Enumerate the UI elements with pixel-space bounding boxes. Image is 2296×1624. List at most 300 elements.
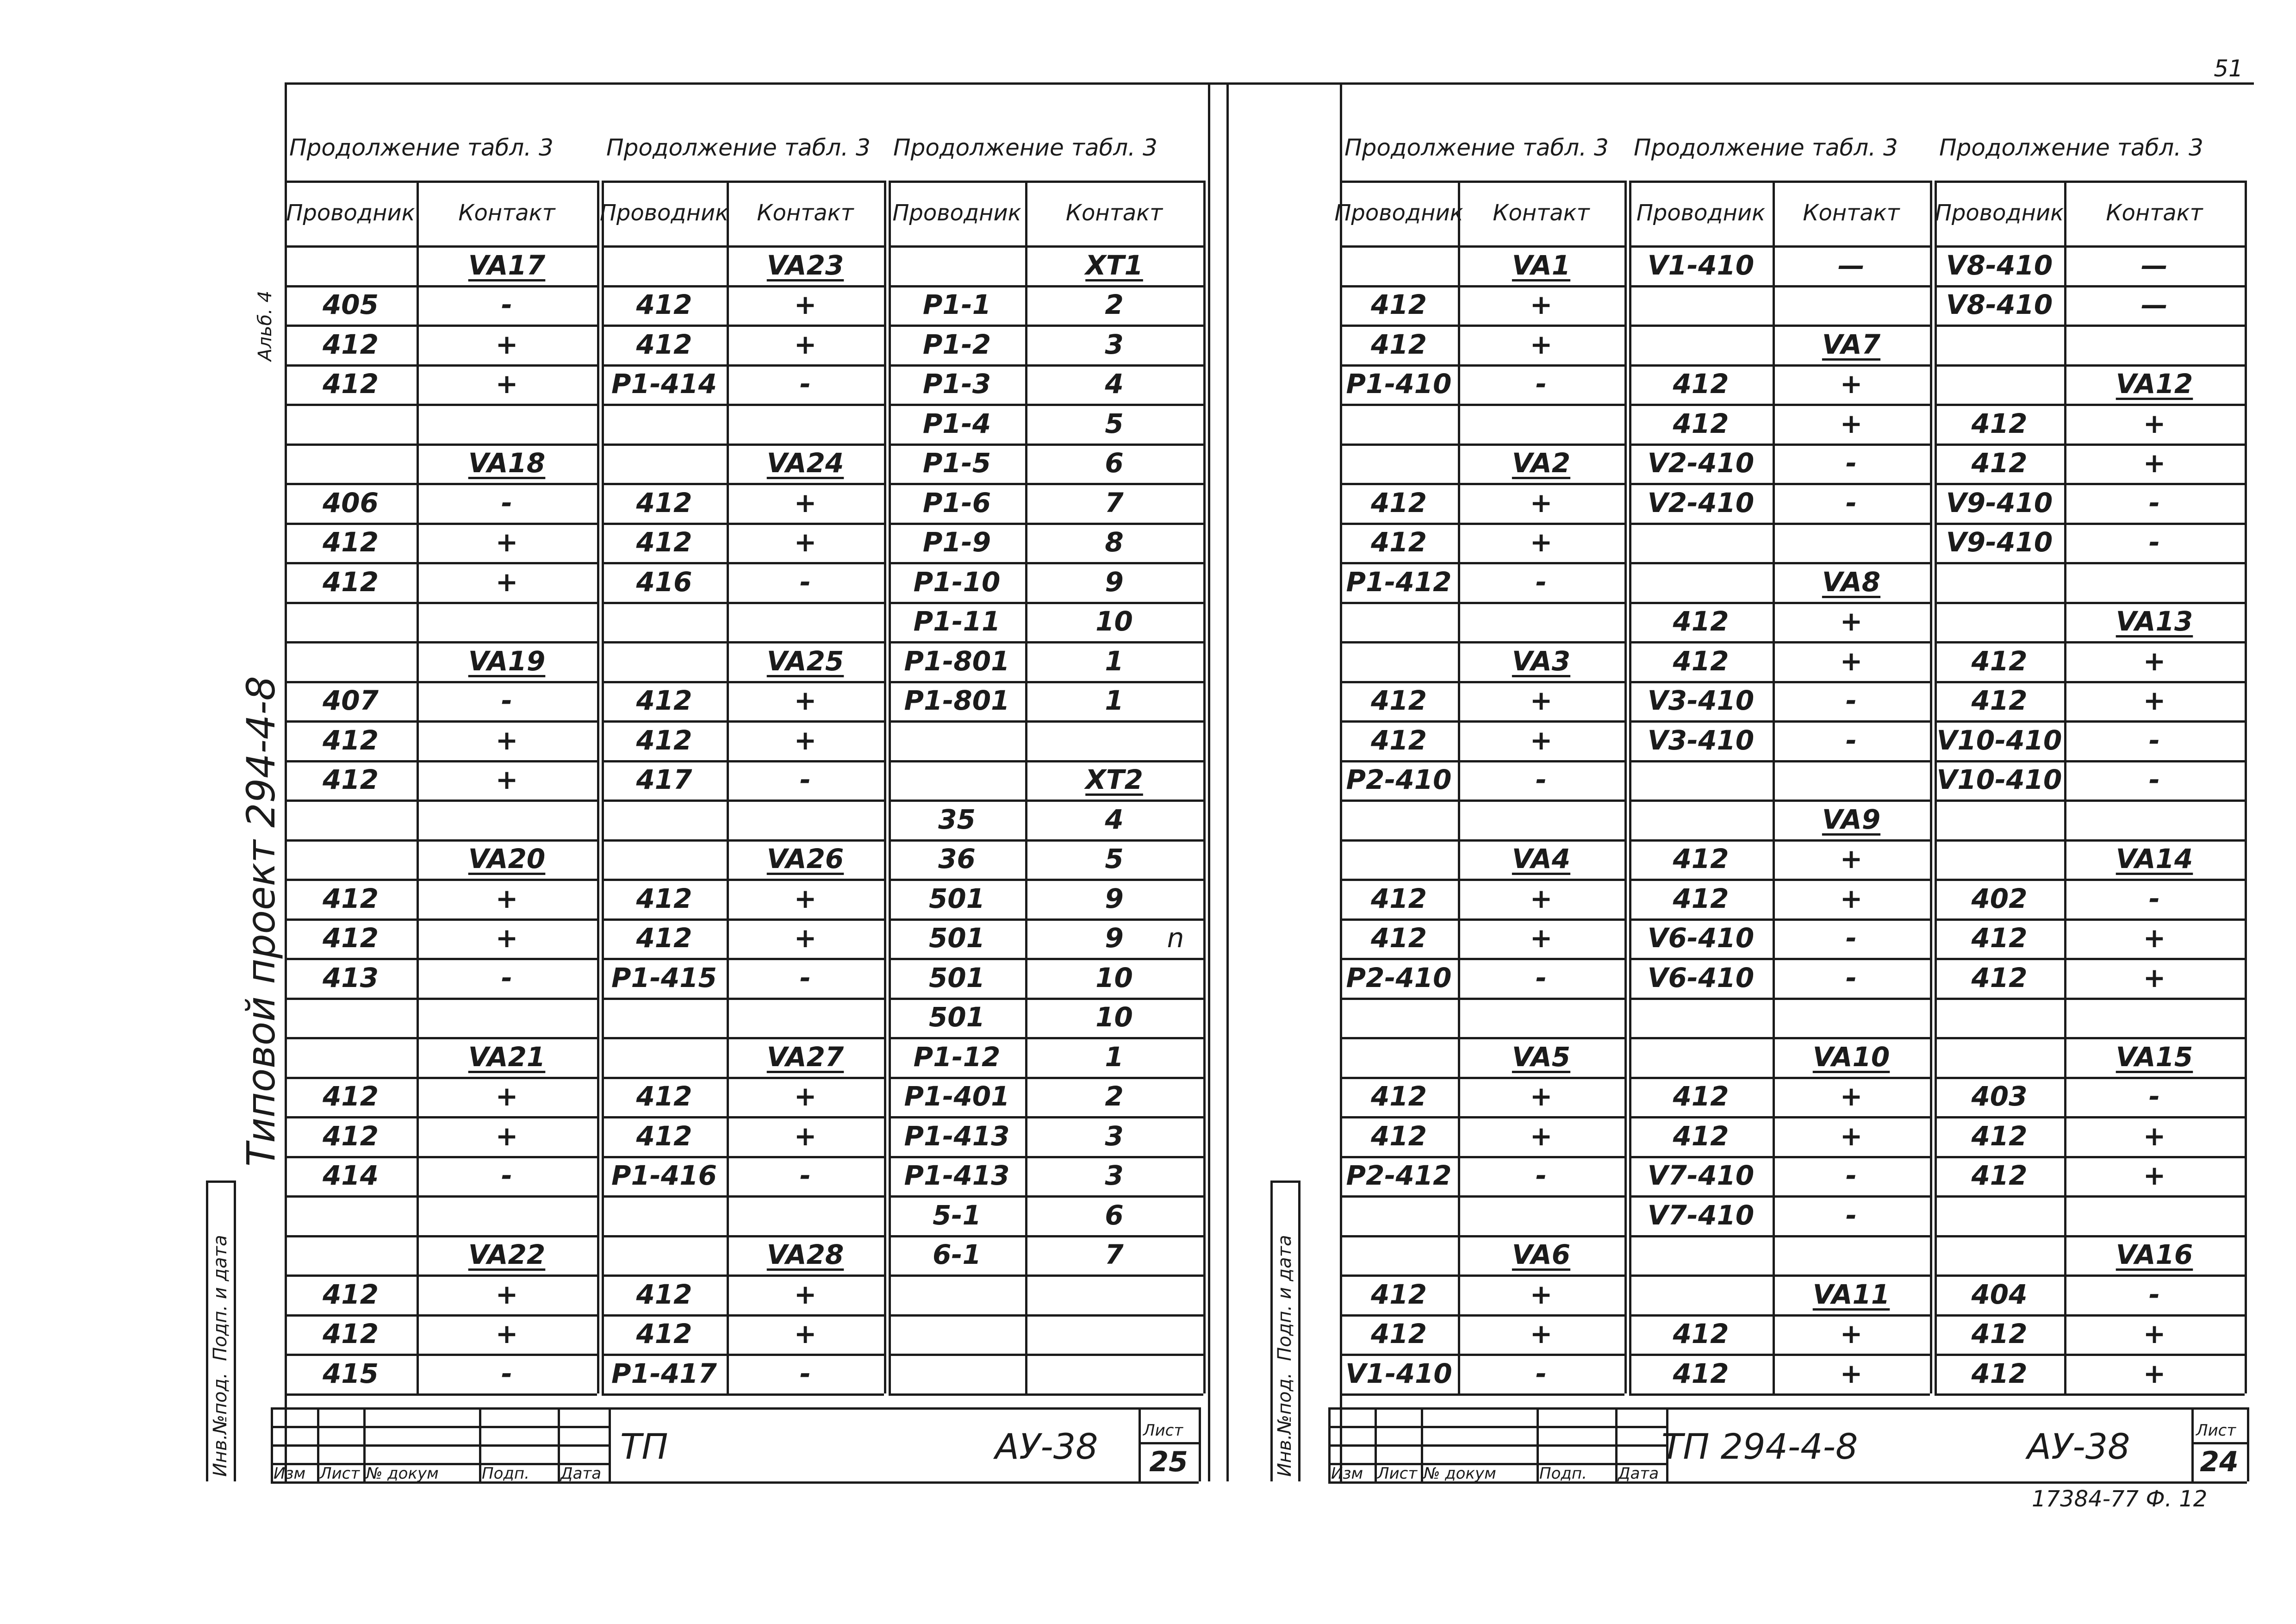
conductor-cell [1935, 1037, 2064, 1077]
conductor-cell [1629, 1235, 1773, 1275]
conductor-cell [285, 1195, 417, 1235]
conductor-cell: V8-410 [1946, 289, 2053, 321]
conductor-cell [285, 443, 417, 483]
device-label: VA14 [2116, 843, 2193, 875]
table-heading: Продолжение табл. 3 [893, 134, 1157, 161]
column-header-conductor: Проводник [1334, 200, 1463, 226]
device-label: VA20 [468, 843, 546, 875]
conductor-cell [1935, 1235, 2064, 1275]
conductor-cell [1935, 800, 2064, 839]
conductor-cell: V2-410 [1647, 447, 1755, 479]
conductor-cell [1935, 998, 2064, 1037]
conductor-cell [1340, 404, 1458, 443]
conductor-cell: 412 [322, 882, 379, 914]
conductor-cell [889, 1354, 1025, 1393]
conductor-cell: 412 [322, 1081, 379, 1112]
contact-cell: 2 [1105, 1081, 1124, 1112]
contact-cell: + [495, 526, 518, 558]
contact-cell: - [2148, 526, 2160, 558]
table-heading: Продолжение табл. 3 [289, 134, 554, 161]
conductor-cell: V9-410 [1946, 487, 2053, 518]
conductor-cell: 412 [322, 922, 379, 954]
contact-cell: + [1840, 882, 1863, 914]
conductor-cell: 5-1 [933, 1199, 981, 1231]
side-stamp-border [234, 1181, 236, 1481]
conductor-cell [1340, 641, 1458, 681]
contact-cell: - [1845, 922, 1857, 954]
contact-cell: 3 [1105, 328, 1124, 360]
column-header-contact: Контакт [1803, 200, 1900, 226]
column-header-conductor: Проводник [1935, 200, 2064, 226]
drawing-code: АУ-38 [2027, 1426, 2130, 1467]
contact-cell: 5 [1105, 843, 1124, 875]
conductor-cell [285, 245, 417, 285]
contact-cell: 4 [1105, 803, 1124, 835]
contact-cell: - [1845, 1199, 1857, 1231]
conductor-cell [1340, 1195, 1458, 1235]
contact-cell: - [1845, 962, 1857, 993]
contact-cell: — [1838, 249, 1865, 281]
contact-cell: 7 [1105, 487, 1124, 518]
device-label: VA22 [468, 1239, 546, 1271]
conductor-cell [1935, 364, 2064, 404]
title-block-column-label: Лист [320, 1464, 360, 1483]
contact-cell: - [1535, 764, 1547, 796]
column-header-contact: Контакт [2106, 200, 2203, 226]
device-label: VA28 [766, 1239, 844, 1271]
conductor-cell: 412 [1971, 962, 2028, 993]
conductor-cell: V1-410 [1647, 249, 1755, 281]
conductor-cell: 412 [1971, 1160, 2028, 1192]
contact-cell: + [794, 526, 817, 558]
conductor-cell: 403 [1971, 1081, 2028, 1112]
contact-cell: + [1530, 328, 1553, 360]
conductor-cell [602, 602, 727, 642]
contact-cell: - [2148, 764, 2160, 796]
device-label: VA3 [1512, 645, 1571, 677]
conductor-cell: P2-412 [1346, 1160, 1452, 1192]
contact-cell: + [794, 882, 817, 914]
conductor-cell: V10-410 [1936, 724, 2062, 756]
conductor-cell: P1-801 [904, 685, 1010, 717]
conductor-cell [1340, 443, 1458, 483]
conductor-cell [1340, 602, 1458, 642]
contact-cell: + [794, 1120, 817, 1152]
conductor-cell: 412 [1971, 685, 2028, 717]
column-header-conductor: Проводник [286, 200, 415, 226]
conductor-cell: 412 [322, 724, 379, 756]
conductor-cell: P1-410 [1346, 368, 1452, 400]
conductor-cell: 412 [636, 882, 692, 914]
contact-cell: - [501, 289, 513, 321]
contact-cell: + [495, 566, 518, 598]
contact-cell [417, 404, 597, 443]
conductor-cell [285, 404, 417, 443]
conductor-cell: 412 [1971, 1357, 2028, 1389]
conductor-cell: 412 [1971, 447, 2028, 479]
contact-cell: - [799, 566, 811, 598]
contact-cell: 9 [1105, 882, 1124, 914]
conductor-cell: 412 [1971, 1318, 2028, 1350]
title-block-border [1328, 1407, 2247, 1410]
conductor-cell: V6-410 [1647, 962, 1755, 993]
column-header-conductor: Проводник [1636, 200, 1766, 226]
contact-cell [1773, 1235, 1930, 1275]
contact-cell: + [1840, 606, 1863, 637]
sheet-label: Лист [1143, 1421, 1183, 1440]
conductor-cell: 412 [1370, 922, 1427, 954]
conductor-cell: 417 [636, 764, 692, 796]
device-label: VA9 [1822, 803, 1881, 835]
conductor-cell: 412 [1971, 645, 2028, 677]
conductor-cell: V9-410 [1946, 526, 2053, 558]
title-block-rule [1375, 1407, 1377, 1481]
device-label: VA15 [2116, 1041, 2193, 1073]
device-label: VA8 [1822, 566, 1881, 598]
contact-cell: 5 [1105, 407, 1124, 439]
conductor-cell: 412 [1673, 1318, 1729, 1350]
contact-cell: - [501, 1357, 513, 1389]
table-border [1203, 181, 1206, 1393]
conductor-cell: 412 [1673, 368, 1729, 400]
contact-cell: + [1530, 487, 1553, 518]
conductor-cell: V7-410 [1647, 1160, 1755, 1192]
conductor-cell: 501 [928, 922, 985, 954]
conductor-cell: P1-6 [922, 487, 991, 518]
side-stamp-border [206, 1181, 234, 1183]
conductor-cell: 412 [1370, 1278, 1427, 1310]
device-label: VA18 [468, 447, 546, 479]
contact-cell: 6 [1105, 1199, 1124, 1231]
device-label: VA26 [766, 843, 844, 875]
conductor-cell: 412 [1370, 1120, 1427, 1152]
conductor-cell: V7-410 [1647, 1199, 1755, 1231]
conductor-cell: V6-410 [1647, 922, 1755, 954]
contact-cell: - [799, 1357, 811, 1389]
sheet-number: 25 [1149, 1446, 1188, 1478]
contact-cell [1773, 998, 1930, 1037]
device-label: VA1 [1512, 249, 1571, 281]
contact-cell [1458, 404, 1624, 443]
contact-cell: + [1530, 922, 1553, 954]
conductor-cell: 414 [322, 1160, 379, 1192]
conductor-cell [285, 1037, 417, 1077]
conductor-cell: 404 [1971, 1278, 2028, 1310]
contact-cell [2064, 1195, 2245, 1235]
title-block-column-label: Подп. [482, 1464, 529, 1483]
contact-cell: + [1530, 289, 1553, 321]
contact-cell [1458, 800, 1624, 839]
contact-cell: + [2143, 1120, 2166, 1152]
contact-cell: 6 [1105, 447, 1124, 479]
contact-cell: 2 [1105, 289, 1124, 321]
conductor-cell: 412 [1673, 407, 1729, 439]
conductor-cell [1340, 998, 1458, 1037]
contact-cell [727, 602, 884, 642]
title-block-border [271, 1407, 1199, 1410]
contact-cell: + [495, 1120, 518, 1152]
conductor-cell [285, 839, 417, 879]
contact-cell: - [799, 1160, 811, 1192]
device-label: XT1 [1085, 249, 1143, 281]
contact-cell [1025, 1314, 1203, 1354]
conductor-cell: 412 [636, 724, 692, 756]
sheet-fold [1208, 82, 1210, 1481]
conductor-cell [602, 245, 727, 285]
conductor-cell [602, 998, 727, 1037]
contact-cell: + [794, 289, 817, 321]
title-block-rule [1421, 1407, 1423, 1481]
device-label: XT2 [1085, 764, 1143, 796]
conductor-cell [1340, 1037, 1458, 1077]
conductor-cell [1935, 839, 2064, 879]
conductor-cell [602, 839, 727, 879]
title-block-rule [558, 1407, 560, 1481]
table-heading: Продолжение табл. 3 [1634, 134, 1898, 161]
table-heading: Продолжение табл. 3 [606, 134, 871, 161]
conductor-cell: 501 [928, 1001, 985, 1033]
title-block-rule [479, 1407, 481, 1481]
contact-cell: - [2148, 1081, 2160, 1112]
title-block-border [2247, 1407, 2249, 1481]
conductor-cell [889, 760, 1025, 800]
conductor-cell: 412 [636, 328, 692, 360]
conductor-cell: P1-413 [904, 1120, 1010, 1152]
contact-cell: + [495, 764, 518, 796]
side-stamp-sign: Подп. и дата [210, 1235, 231, 1361]
contact-cell: - [501, 962, 513, 993]
conductor-cell [1629, 285, 1773, 325]
title-block-column-label: № докум [1424, 1464, 1496, 1483]
contact-cell: + [495, 1081, 518, 1112]
title-block-rule [1615, 1407, 1618, 1481]
device-label: VA11 [1812, 1278, 1890, 1310]
contact-cell [1458, 998, 1624, 1037]
contact-cell: - [2148, 1278, 2160, 1310]
conductor-cell [1340, 800, 1458, 839]
conductor-cell: 501 [928, 962, 985, 993]
contact-cell: - [1845, 447, 1857, 479]
sheet-top-border [285, 82, 2254, 85]
conductor-cell [602, 1037, 727, 1077]
conductor-cell: 402 [1971, 882, 2028, 914]
conductor-cell: 412 [636, 1120, 692, 1152]
contact-cell [1458, 1195, 1624, 1235]
contact-cell: - [501, 685, 513, 717]
contact-cell: 9 [1105, 566, 1124, 598]
contact-cell: - [1845, 724, 1857, 756]
row-rule [602, 1393, 884, 1396]
conductor-cell: 415 [322, 1357, 379, 1389]
contact-cell: + [794, 922, 817, 954]
contact-cell: + [495, 882, 518, 914]
device-label: VA19 [468, 645, 546, 677]
contact-cell: + [495, 368, 518, 400]
conductor-cell [1935, 602, 2064, 642]
conductor-cell [1629, 1037, 1773, 1077]
column-header-contact: Контакт [757, 200, 854, 226]
contact-cell: 1 [1105, 1041, 1124, 1073]
contact-cell: + [1530, 882, 1553, 914]
device-label: VA25 [766, 645, 844, 677]
sheet-label: Лист [2196, 1421, 2236, 1440]
column-header-conductor: Проводник [599, 200, 729, 226]
device-label: VA27 [766, 1041, 844, 1073]
contact-cell: - [501, 487, 513, 518]
conductor-cell [285, 641, 417, 681]
contact-cell: + [1840, 368, 1863, 400]
table-border [1930, 181, 1932, 1393]
contact-cell [2064, 800, 2245, 839]
conductor-cell: 412 [1370, 1081, 1427, 1112]
column-header-contact: Контакт [1493, 200, 1590, 226]
table-border [884, 181, 886, 1393]
conductor-cell [285, 1235, 417, 1275]
conductor-cell [285, 998, 417, 1037]
conductor-cell [889, 1314, 1025, 1354]
title-block-rule [1328, 1407, 1331, 1481]
contact-cell: + [794, 328, 817, 360]
conductor-cell: P1-1 [922, 289, 991, 321]
contact-cell [727, 800, 884, 839]
device-label: VA13 [2116, 606, 2193, 637]
conductor-cell: 412 [1370, 685, 1427, 717]
contact-cell [417, 602, 597, 642]
conductor-cell [1629, 1274, 1773, 1314]
contact-cell [1025, 720, 1203, 760]
table-heading: Продолжение табл. 3 [1939, 134, 2203, 161]
conductor-cell: 412 [322, 566, 379, 598]
conductor-cell [285, 800, 417, 839]
conductor-cell: V3-410 [1647, 685, 1755, 717]
contact-cell [2064, 562, 2245, 602]
side-stamp-border [206, 1181, 208, 1481]
conductor-cell: 412 [636, 526, 692, 558]
conductor-cell: 412 [1370, 487, 1427, 518]
conductor-cell: 36 [938, 843, 976, 875]
table-border [597, 181, 599, 1393]
contact-cell: 3 [1105, 1120, 1124, 1152]
contact-cell: - [2148, 882, 2160, 914]
conductor-cell: 412 [636, 487, 692, 518]
title-block-column-label: № докум [366, 1464, 439, 1483]
conductor-cell: 412 [636, 685, 692, 717]
conductor-cell: P1-12 [913, 1041, 1001, 1073]
title-block-rule [609, 1407, 611, 1481]
conductor-cell: 412 [1370, 289, 1427, 321]
contact-cell: + [2143, 922, 2166, 954]
contact-cell: + [1530, 1120, 1553, 1152]
conductor-cell: 412 [1370, 724, 1427, 756]
conductor-cell [602, 443, 727, 483]
contact-cell: + [495, 1318, 518, 1350]
conductor-cell [889, 245, 1025, 285]
conductor-cell [1629, 562, 1773, 602]
contact-cell: + [1530, 685, 1553, 717]
title-block-column-label: Изм [274, 1464, 306, 1483]
contact-cell: + [2143, 1357, 2166, 1389]
side-stamp-border [1298, 1181, 1300, 1481]
conductor-cell: P1-5 [922, 447, 991, 479]
contact-cell: - [1535, 566, 1547, 598]
row-rule [285, 1393, 597, 1396]
contact-cell: + [794, 685, 817, 717]
title-block-column-label: Подп. [1539, 1464, 1587, 1483]
title-block-column-label: Дата [1618, 1464, 1659, 1483]
conductor-cell: 412 [636, 289, 692, 321]
conductor-cell [602, 800, 727, 839]
contact-cell [1773, 523, 1930, 562]
column-header-contact: Контакт [1065, 200, 1163, 226]
contact-cell: + [2143, 645, 2166, 677]
drawing-code: АУ-38 [995, 1426, 1098, 1467]
contact-cell: - [799, 962, 811, 993]
contact-cell: - [1535, 1160, 1547, 1192]
contact-cell: 9 [1105, 922, 1124, 954]
title-block-rule [317, 1407, 319, 1481]
side-stamp-border [1270, 1181, 1298, 1183]
side-stamp-sign: Подп. и дата [1274, 1235, 1295, 1361]
device-label: VA4 [1512, 843, 1571, 875]
conductor-cell: P1-417 [611, 1357, 717, 1389]
sheet-fold [1226, 82, 1229, 1481]
title-block-column-label: Лист [1377, 1464, 1418, 1483]
contact-cell: - [1845, 487, 1857, 518]
contact-cell: + [1840, 1357, 1863, 1389]
contact-cell [1458, 602, 1624, 642]
conductor-cell: 412 [1673, 606, 1729, 637]
conductor-cell [1629, 523, 1773, 562]
conductor-cell: P1-415 [611, 962, 717, 993]
row-rule [1340, 1393, 1624, 1396]
conductor-cell: P1-9 [922, 526, 991, 558]
device-label: VA12 [2116, 368, 2193, 400]
contact-cell: 4 [1105, 368, 1124, 400]
side-stamp-inv: Инв.№под. [1274, 1373, 1295, 1477]
device-label: VA17 [468, 249, 546, 281]
conductor-cell: 412 [1673, 882, 1729, 914]
side-stamp-inv: Инв.№под. [210, 1373, 231, 1477]
title-block-rule [1537, 1407, 1539, 1481]
conductor-cell [1629, 760, 1773, 800]
conductor-cell [1340, 839, 1458, 879]
contact-cell: + [2143, 685, 2166, 717]
conductor-cell [1340, 1235, 1458, 1275]
contact-cell [727, 998, 884, 1037]
conductor-cell: V1-410 [1345, 1357, 1452, 1389]
conductor-cell: 412 [322, 526, 379, 558]
conductor-cell [1629, 325, 1773, 364]
conductor-cell [1935, 1195, 2064, 1235]
contact-cell [2064, 998, 2245, 1037]
contact-cell: + [1530, 526, 1553, 558]
contact-cell: - [1535, 1357, 1547, 1389]
row-rule [1935, 1393, 2245, 1396]
title-block-column-label: Изм [1331, 1464, 1363, 1483]
conductor-cell: 501 [928, 882, 985, 914]
contact-cell [1025, 1354, 1203, 1393]
contact-cell: + [495, 922, 518, 954]
conductor-cell: P1-3 [922, 368, 991, 400]
conductor-cell: 412 [1370, 526, 1427, 558]
project-code: ТП 294-4-8 [1661, 1426, 1858, 1467]
contact-cell: 1 [1105, 645, 1124, 677]
device-label: VA24 [766, 447, 844, 479]
device-label: VA6 [1512, 1239, 1571, 1271]
title-block-border [1199, 1407, 1201, 1481]
column-header-conductor: Проводник [892, 200, 1021, 226]
conductor-cell [1935, 562, 2064, 602]
